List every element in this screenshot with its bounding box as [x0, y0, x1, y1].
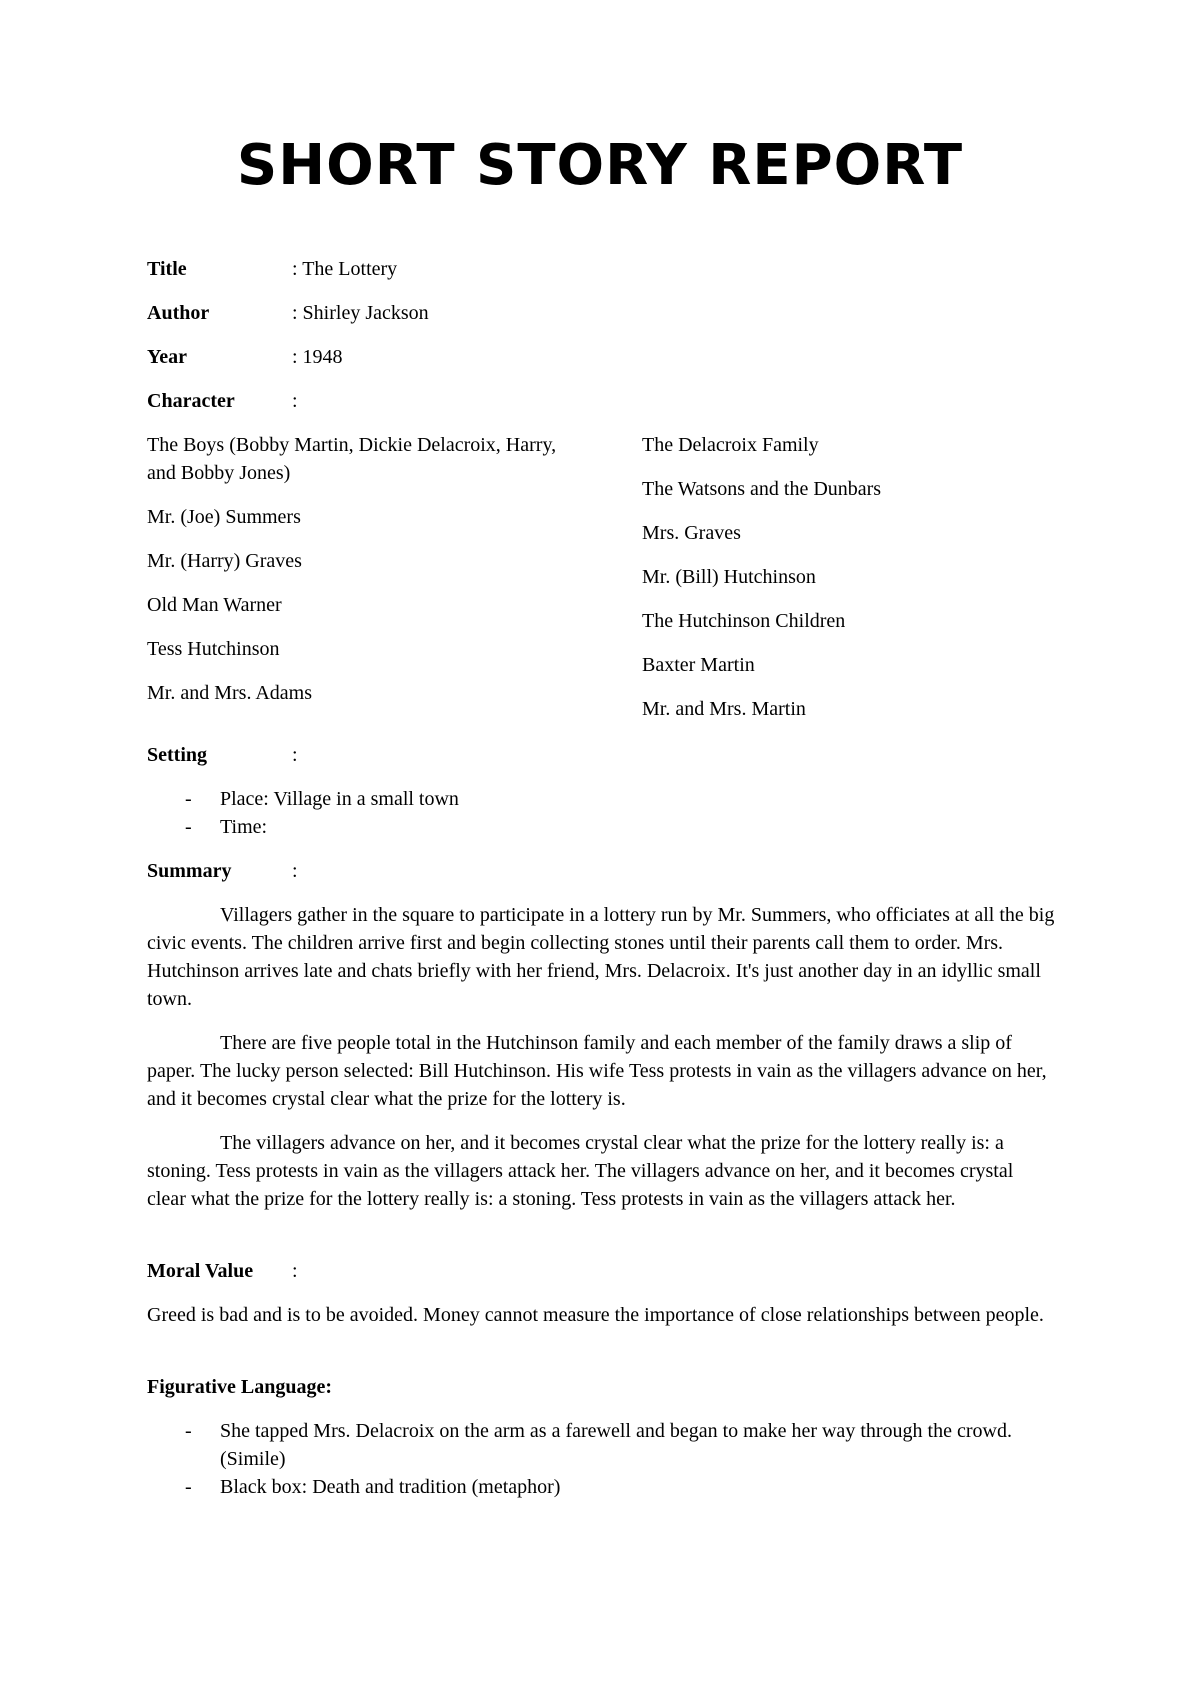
character-colon: :	[292, 390, 298, 412]
title-value: : The Lottery	[292, 258, 398, 280]
author-field-row	[147, 299, 429, 327]
year-label: Year	[147, 346, 187, 368]
list-item	[147, 1473, 1047, 1501]
list-item	[147, 1417, 1047, 1473]
character-item: The Watsons and the Dunbars	[642, 478, 882, 500]
summary-paragraph: Villagers gather in the square to participate in a lottery run by Mr. Summers, who officiates at all the big civic events. The children arrive first and begin collecting stones until their parents call them to order. Mrs. Hutchinson arrives late and chats briefly with her friend, Mrs. Delacroix. It's just another day in an idyllic small town.	[147, 904, 1055, 1010]
character-item: Tess Hutchinson	[147, 638, 280, 660]
characters-right-column	[642, 431, 1062, 739]
list-item	[147, 785, 1047, 813]
figurative-heading-row	[147, 1373, 332, 1401]
character-field-row	[147, 387, 298, 415]
dash-bullet: -	[185, 816, 192, 838]
title-label: Title	[147, 258, 187, 280]
character-item: Mr. (Bill) Hutchinson	[642, 566, 816, 588]
figurative-list	[147, 1417, 1047, 1501]
dash-bullet: -	[185, 788, 192, 810]
character-item: Mr. and Mrs. Martin	[642, 698, 806, 720]
figurative-item-text: She tapped Mrs. Delacroix on the arm as a farewell and began to make her way through the crowd. (Simile)	[220, 1420, 1012, 1470]
summary-paragraph: The villagers advance on her, and it becomes crystal clear what the prize for the lottery really is: a stoning. Tess protests in vain as the villagers attack her. The villagers advance on her, and it becomes crystal clear what the prize for the lottery really is: a stoning. Tess protests in vain as the villagers attack her.	[147, 1132, 1014, 1210]
title-field-row	[147, 255, 398, 283]
character-item: Old Man Warner	[147, 594, 282, 616]
moral-heading-row	[147, 1257, 298, 1285]
setting-item-text: Place: Village in a small town	[220, 788, 459, 810]
character-label: Character	[147, 390, 235, 412]
dash-bullet: -	[185, 1476, 192, 1498]
author-label: Author	[147, 302, 210, 324]
summary-heading-row	[147, 857, 298, 885]
summary-label: Summary	[147, 860, 232, 882]
setting-list	[147, 785, 1047, 841]
moral-label: Moral Value	[147, 1260, 254, 1282]
summary-colon: :	[292, 860, 298, 882]
dash-bullet: -	[185, 1420, 192, 1442]
setting-colon: :	[292, 744, 298, 766]
characters-left-column	[147, 431, 567, 723]
character-item: Mr. and Mrs. Adams	[147, 682, 312, 704]
year-field-row	[147, 343, 343, 371]
figurative-label: Figurative Language:	[147, 1376, 332, 1398]
setting-label: Setting	[147, 744, 207, 766]
author-value: : Shirley Jackson	[292, 302, 429, 324]
setting-item-text: Time:	[220, 816, 268, 838]
character-item: Mr. (Harry) Graves	[147, 550, 302, 572]
setting-heading-row	[147, 741, 298, 769]
figurative-item-text: Black box: Death and tradition (metaphor)	[220, 1476, 561, 1498]
character-item: Baxter Martin	[642, 654, 755, 676]
list-item	[147, 813, 1047, 841]
summary-paragraph: There are five people total in the Hutchinson family and each member of the family draws a slip of paper. The lucky person selected: Bill Hutchinson. His wife Tess protests in vain as the villagers advance on her, and it becomes crystal clear what the prize for the lottery is.	[147, 1032, 1047, 1110]
character-item: The Delacroix Family	[642, 434, 819, 456]
moral-text: Greed is bad and is to be avoided. Money cannot measure the importance of close relationships between people.	[147, 1304, 1044, 1326]
page-title: SHORT STORY REPORT	[236, 133, 964, 198]
year-value: : 1948	[292, 346, 343, 368]
character-item: Mrs. Graves	[642, 522, 741, 544]
character-item: The Hutchinson Children	[642, 610, 846, 632]
character-item: The Boys (Bobby Martin, Dickie Delacroix, Harry, and Bobby Jones)	[147, 434, 557, 484]
moral-colon: :	[292, 1260, 298, 1282]
character-item: Mr. (Joe) Summers	[147, 506, 301, 528]
